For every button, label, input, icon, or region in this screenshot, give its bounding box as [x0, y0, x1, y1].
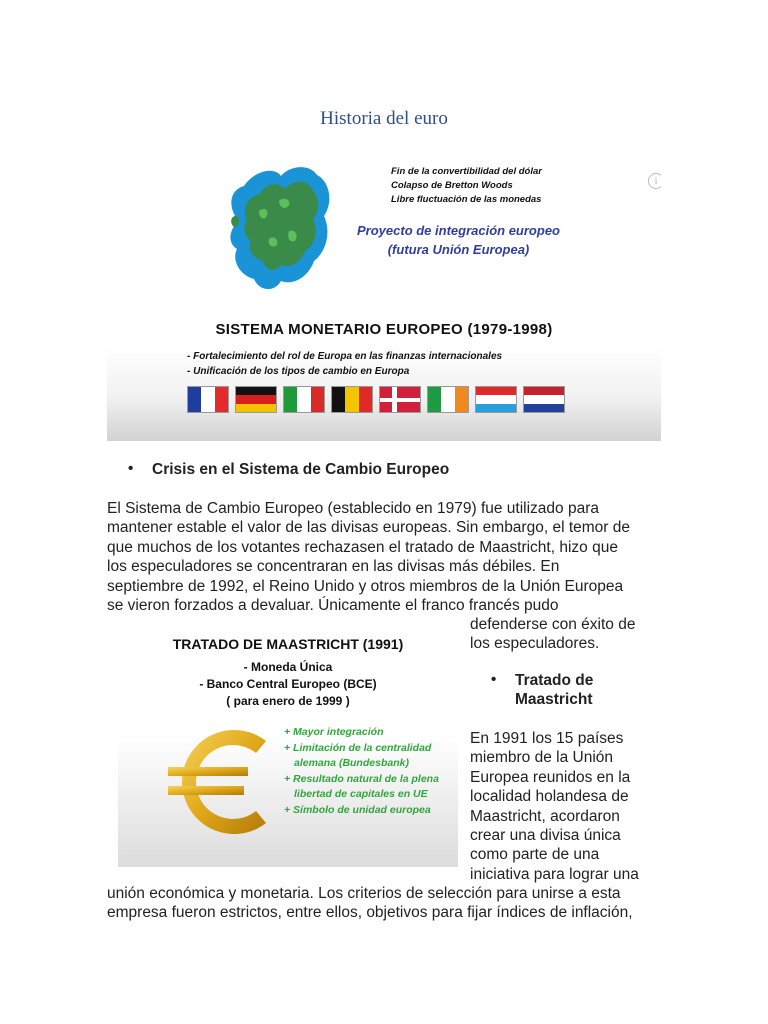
- text-line: se vieron forzados a devaluar. Únicamente el franco francés pudo: [107, 597, 559, 615]
- page-title: Historia del euro: [320, 108, 448, 129]
- text-line: El Sistema de Cambio Europeo (establecido en 1979) fue utilizado para: [107, 500, 599, 517]
- bullet-icon: •: [128, 460, 134, 477]
- benefit-line: + Resultado natural de la plena: [284, 772, 439, 785]
- treaty-benefits: [284, 725, 439, 818]
- text-line: los especuladores.: [470, 635, 600, 653]
- germany-flag-icon: [235, 386, 277, 413]
- benefit-line: alemana (Bundesbank): [294, 757, 409, 769]
- ireland-flag-icon: [427, 386, 469, 413]
- france-flag-icon: [187, 386, 229, 413]
- europe-map-icon: [219, 161, 339, 299]
- benefit-line: + Símbolo de unidad europea: [284, 803, 431, 816]
- sme-title: SISTEMA MONETARIO EUROPEO (1979-1998): [215, 321, 553, 338]
- note-line: Fin de la convertibilidad del dólar: [391, 166, 542, 177]
- treaty-title: TRATADO DE MAASTRICHT (1991): [172, 636, 404, 652]
- text-line: En 1991 los 15 países: [470, 730, 624, 747]
- integration-project-label: [357, 221, 560, 259]
- treaty-line: - Banco Central Europeo (BCE): [199, 677, 377, 691]
- maastricht-treaty-image: [118, 627, 458, 867]
- treaty-lines: [118, 659, 458, 710]
- heading-text: Crisis en el Sistema de Cambio Europeo: [152, 461, 450, 478]
- netherlands-flag-icon: [523, 386, 565, 413]
- benefit-line: + Limitación de la centralidad: [284, 741, 432, 754]
- bullet-icon: •: [491, 671, 497, 688]
- event-notes: [391, 165, 542, 207]
- note-line: Libre fluctuación de las monedas: [391, 194, 542, 205]
- text-line: septiembre de 1992, el Reino Unido y otros miembros de la Unión Europea: [107, 577, 624, 595]
- european-monetary-system-image: [107, 155, 661, 441]
- sme-bullets: [187, 349, 502, 379]
- denmark-flag-icon: [379, 386, 421, 413]
- text-line: unión económica y monetaria. Los criterios de selección para unirse a esta: [107, 885, 621, 902]
- treaty-line: - Moneda Única: [243, 660, 333, 674]
- crisis-paragraph: [107, 499, 630, 615]
- section-heading-crisis: [128, 460, 450, 479]
- text-line: iniciativa para lograr una: [470, 865, 639, 883]
- project-line: Proyecto de integración europeo: [357, 223, 560, 238]
- heading-text: Tratado de: [515, 672, 594, 689]
- maastricht-paragraph-continued: [107, 884, 633, 923]
- sme-bullet: - Unificación de los tipos de cambio en Europa: [187, 366, 410, 377]
- text-line: que muchos de los votantes rechazasen el tratado de Maastricht, hizo que: [107, 538, 618, 556]
- text-line: crear una divisa única: [470, 827, 621, 845]
- text-line: Europea reunidos en la: [470, 768, 631, 786]
- belgium-flag-icon: [331, 386, 373, 413]
- project-line: (futura Unión Europea): [387, 242, 530, 257]
- text-line: defenderse con éxito de: [470, 616, 636, 633]
- benefit-line: libertad de capitales en UE: [294, 788, 428, 800]
- benefit-line: + Mayor integración: [284, 726, 384, 738]
- text-line: los especuladores se concentraran en las divisas más débiles. En: [107, 558, 560, 576]
- flags-row: [187, 386, 565, 413]
- section-heading-maastricht: [491, 671, 594, 710]
- crisis-paragraph-continued: [470, 615, 635, 654]
- heading-text: Maastricht: [515, 691, 593, 709]
- text-line: mantener estable el valor de las divisas europeas. Sin embargo, el temor de: [107, 519, 630, 537]
- euro-symbol-icon: [158, 717, 288, 847]
- note-line: Colapso de Bretton Woods: [391, 180, 513, 191]
- sme-bullet: - Fortalecimiento del rol de Europa en las finanzas internacionales: [187, 351, 503, 362]
- maastricht-paragraph: [470, 729, 639, 884]
- luxembourg-flag-icon: [475, 386, 517, 413]
- text-line: Maastricht, acordaron: [470, 807, 620, 825]
- text-line: miembro de la Unión: [470, 749, 614, 767]
- text-line: como parte de una: [470, 846, 600, 864]
- treaty-line: ( para enero de 1999 ): [226, 694, 350, 708]
- italy-flag-icon: [283, 386, 325, 413]
- info-icon[interactable]: i: [648, 173, 661, 189]
- text-line: empresa fueron estrictos, entre ellos, objetivos para fijar índices de inflación,: [107, 904, 633, 922]
- text-line: localidad holandesa de: [470, 788, 629, 806]
